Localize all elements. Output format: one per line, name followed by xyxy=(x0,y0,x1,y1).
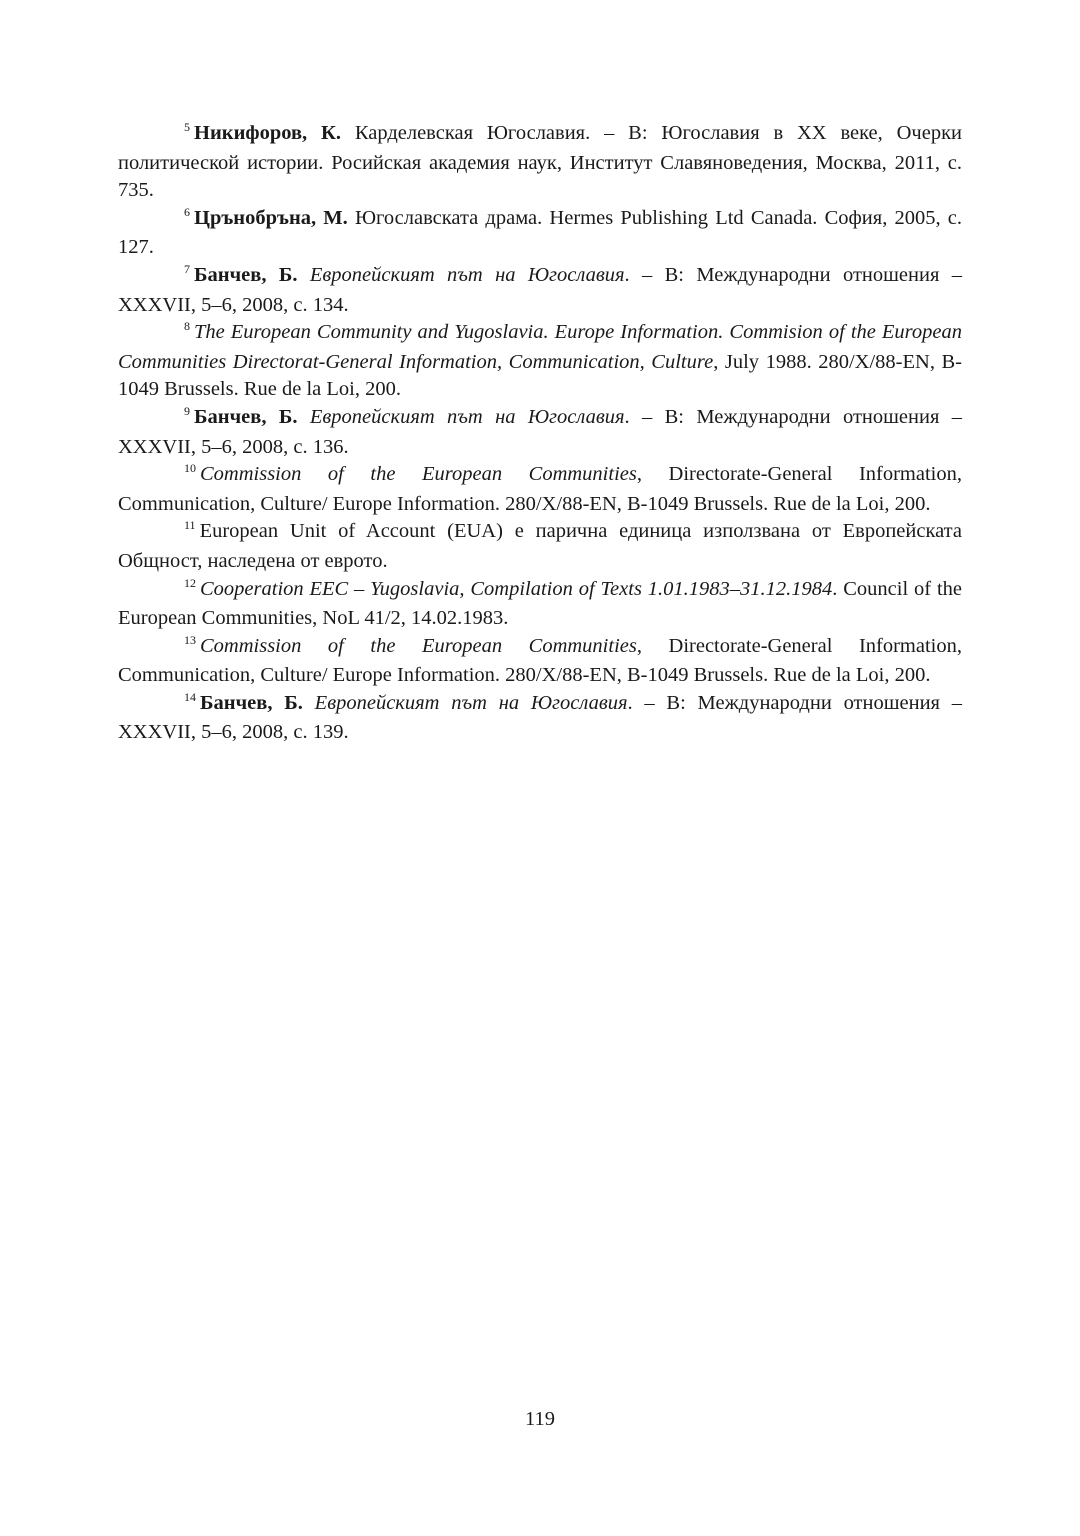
footnote xyxy=(118,404,962,461)
page-number: 119 xyxy=(525,1408,555,1430)
footnote-author: Банчев, Б. xyxy=(200,691,303,714)
footnote xyxy=(118,690,962,747)
footnote-title: Европейският път на Югославия xyxy=(297,405,625,428)
footnote xyxy=(118,262,962,319)
footnote-number: 6 xyxy=(184,204,190,219)
footnote-title: Commission of the European Communities xyxy=(200,463,637,486)
footnote-number: 11 xyxy=(184,518,196,533)
footnote-author: Црънобрънa, М. xyxy=(194,206,348,229)
footnote xyxy=(118,518,962,575)
footnote-number: 8 xyxy=(184,319,190,334)
footnote xyxy=(118,633,962,690)
footnote-text: . – В: Международни отношения – ХХХVII, 5–6, 2008, с. 139. xyxy=(118,691,962,744)
footnote-number: 14 xyxy=(184,689,196,704)
footnote-text: , Directorate-General Information, Communication, Culture/ Europe Information. 280/X/88-EN, B-1049 Brussels. Rue de la Loi, 200. xyxy=(118,634,962,687)
footnote-text: , July 1988. 280/X/88-EN, B-1049 Brussels. Rue de la Loi, 200. xyxy=(118,350,962,401)
footnote-author: Банчев, Б. xyxy=(194,263,298,286)
footnote-title: Европейският път на Югославия xyxy=(297,263,625,286)
footnote xyxy=(118,120,962,205)
footnote-number: 13 xyxy=(184,632,196,647)
footnote xyxy=(118,319,962,404)
footnote-text: Карделевская Югославия. – В: Югославия в ХХ веке, Очерки политической истории. Росийская академия наук, Институт Славяноведения, Москва, 2011, с. 735. xyxy=(118,122,963,202)
footnote-text: , Directorate-General Information, Communication, Culture/ Europe Information. 280/X/88-EN, B-1049 Brussels. Rue de la Loi, 200. xyxy=(118,463,962,515)
footnote-number: 5 xyxy=(184,120,190,134)
footnote xyxy=(118,205,962,262)
footnote-author: Никифоров, К. xyxy=(194,122,341,144)
footnote-author: Банчев, Б. xyxy=(194,405,298,428)
footnote-number: 12 xyxy=(184,575,196,590)
footnote-number: 10 xyxy=(184,461,196,476)
footnote-title: Cooperation EEC – Yugoslavia, Compilation of Texts 1.01.1983–31.12.1984 xyxy=(200,577,833,600)
footnote-title: The European Community and Yugoslavia. Europe Information. Commision of the European Communities Directorat-General Information, Communication, Culture xyxy=(118,321,962,373)
footnote-text: European Unit of Account (EUA) е парична единица използвана от Европейската Общност, наследена от еврото. xyxy=(118,520,962,572)
footnote-text: . – В: Международни отношения – ХХХVII, 5–6, 2008, с. 136. xyxy=(118,405,962,458)
footnote-number: 9 xyxy=(184,403,190,418)
footnote-text: . Council of the European Communities, NoL 41/2, 14.02.1983. xyxy=(118,577,962,630)
footnote-text: . – В: Международни отношения – ХХХVII, 5–6, 2008, с. 134. xyxy=(118,263,962,316)
footnote-title: Commission of the European Communities xyxy=(200,634,637,657)
footnote xyxy=(118,576,962,633)
footnotes-section xyxy=(118,120,962,747)
footnote xyxy=(118,461,962,518)
footnote-number: 7 xyxy=(184,261,190,276)
footnote-title: Европейският път на Югославия xyxy=(302,691,628,714)
footnote-text: Югославската драма. Hermes Publishing Ltd Canada. София, 2005, с. 127. xyxy=(118,206,962,259)
